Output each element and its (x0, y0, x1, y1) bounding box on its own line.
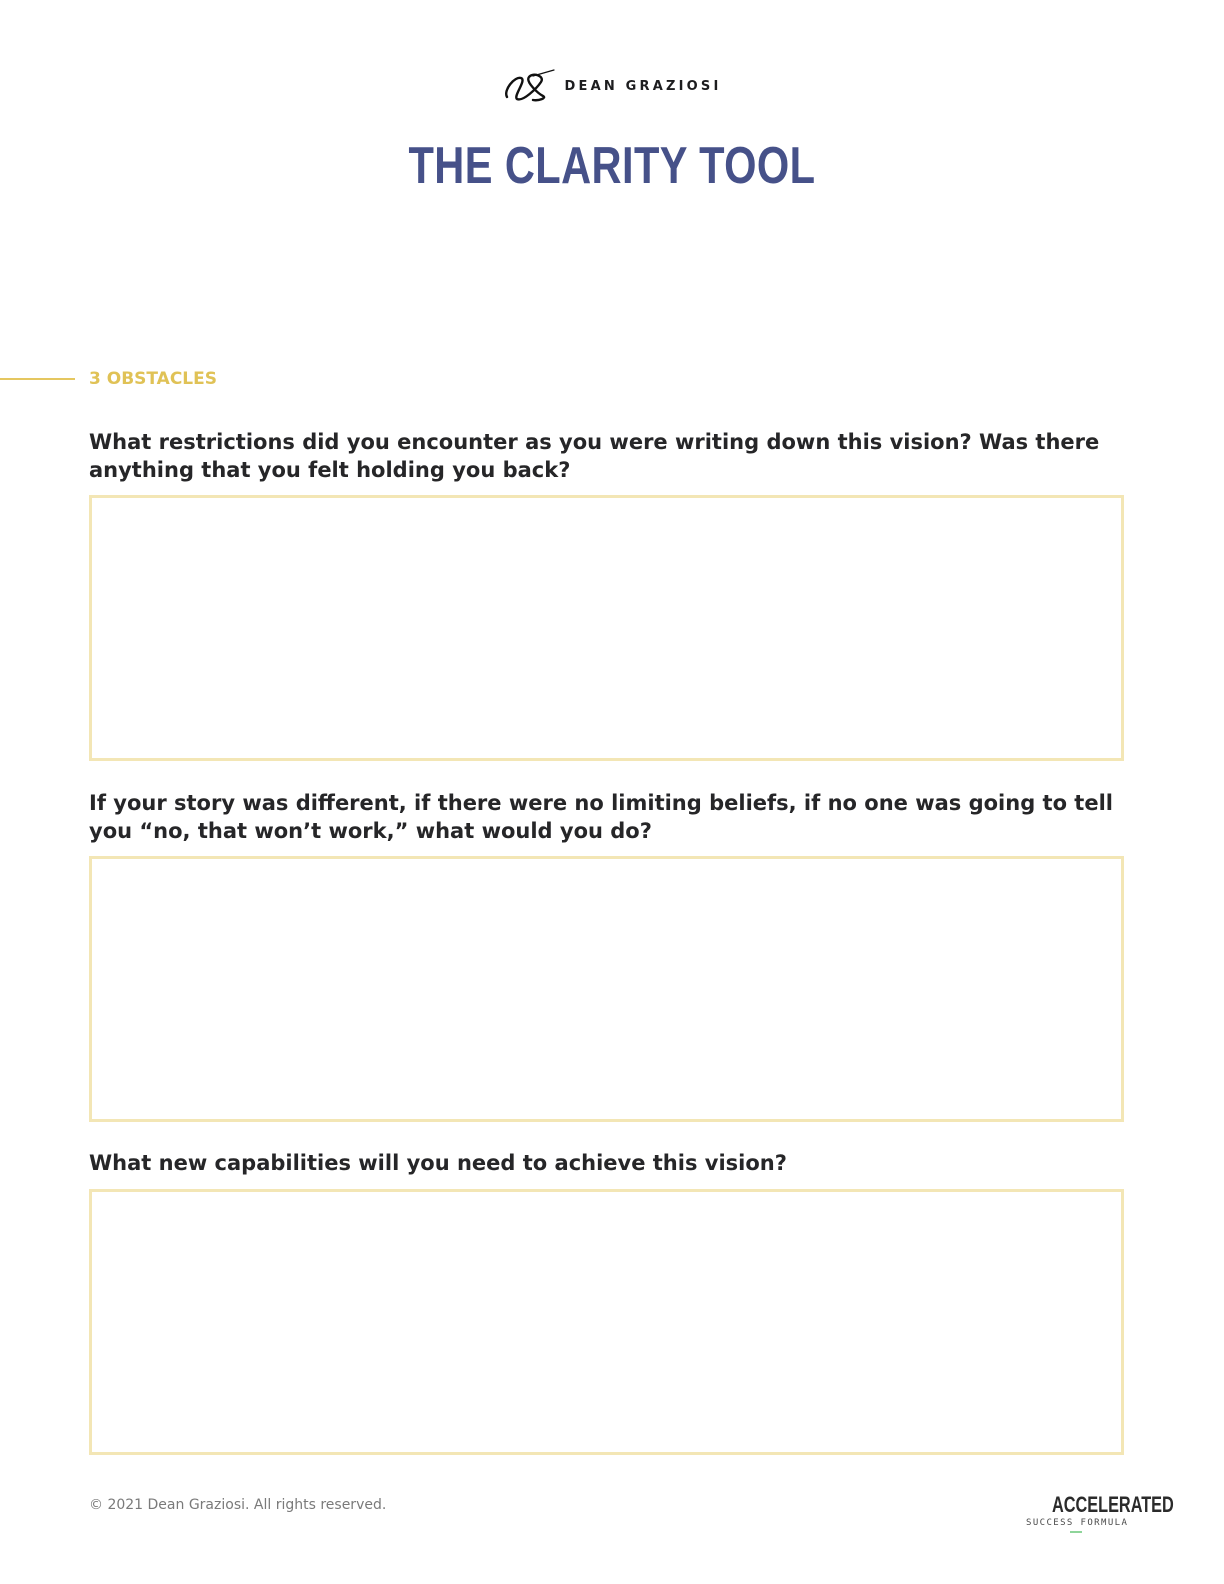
answer-box-3[interactable] (89, 1189, 1124, 1455)
accelerated-success-formula-logo (1026, 1492, 1174, 1529)
question-2: If your story was different, if there were no limiting beliefs, if no one was going to tell you “no, that won’t work,” what would you do? (89, 791, 1113, 843)
page-title: THE CLARITY TOOL (408, 137, 816, 195)
question-1: What restrictions did you encounter as you were writing down this vision? Was there anything that you felt holding you back? (89, 430, 1100, 482)
footer-logo-accent-mark (1070, 1531, 1082, 1533)
dg-signature-logo-icon (503, 68, 555, 104)
brand-header (0, 68, 1224, 104)
footer-logo-sub-text: SUCCESS FORMULA (1026, 1518, 1129, 1528)
section-label: 3 OBSTACLES (89, 369, 217, 389)
answer-box-2[interactable] (89, 856, 1124, 1122)
section-divider-line (0, 378, 75, 380)
answer-box-1[interactable] (89, 495, 1124, 761)
copyright-notice: © 2021 Dean Graziosi. All rights reserved. (89, 1497, 387, 1513)
footer-logo-main-text: ACCELERATED (1052, 1492, 1174, 1517)
question-3: What new capabilities will you need to achieve this vision? (89, 1151, 787, 1175)
brand-name: DEAN GRAZIOSI (564, 78, 722, 94)
